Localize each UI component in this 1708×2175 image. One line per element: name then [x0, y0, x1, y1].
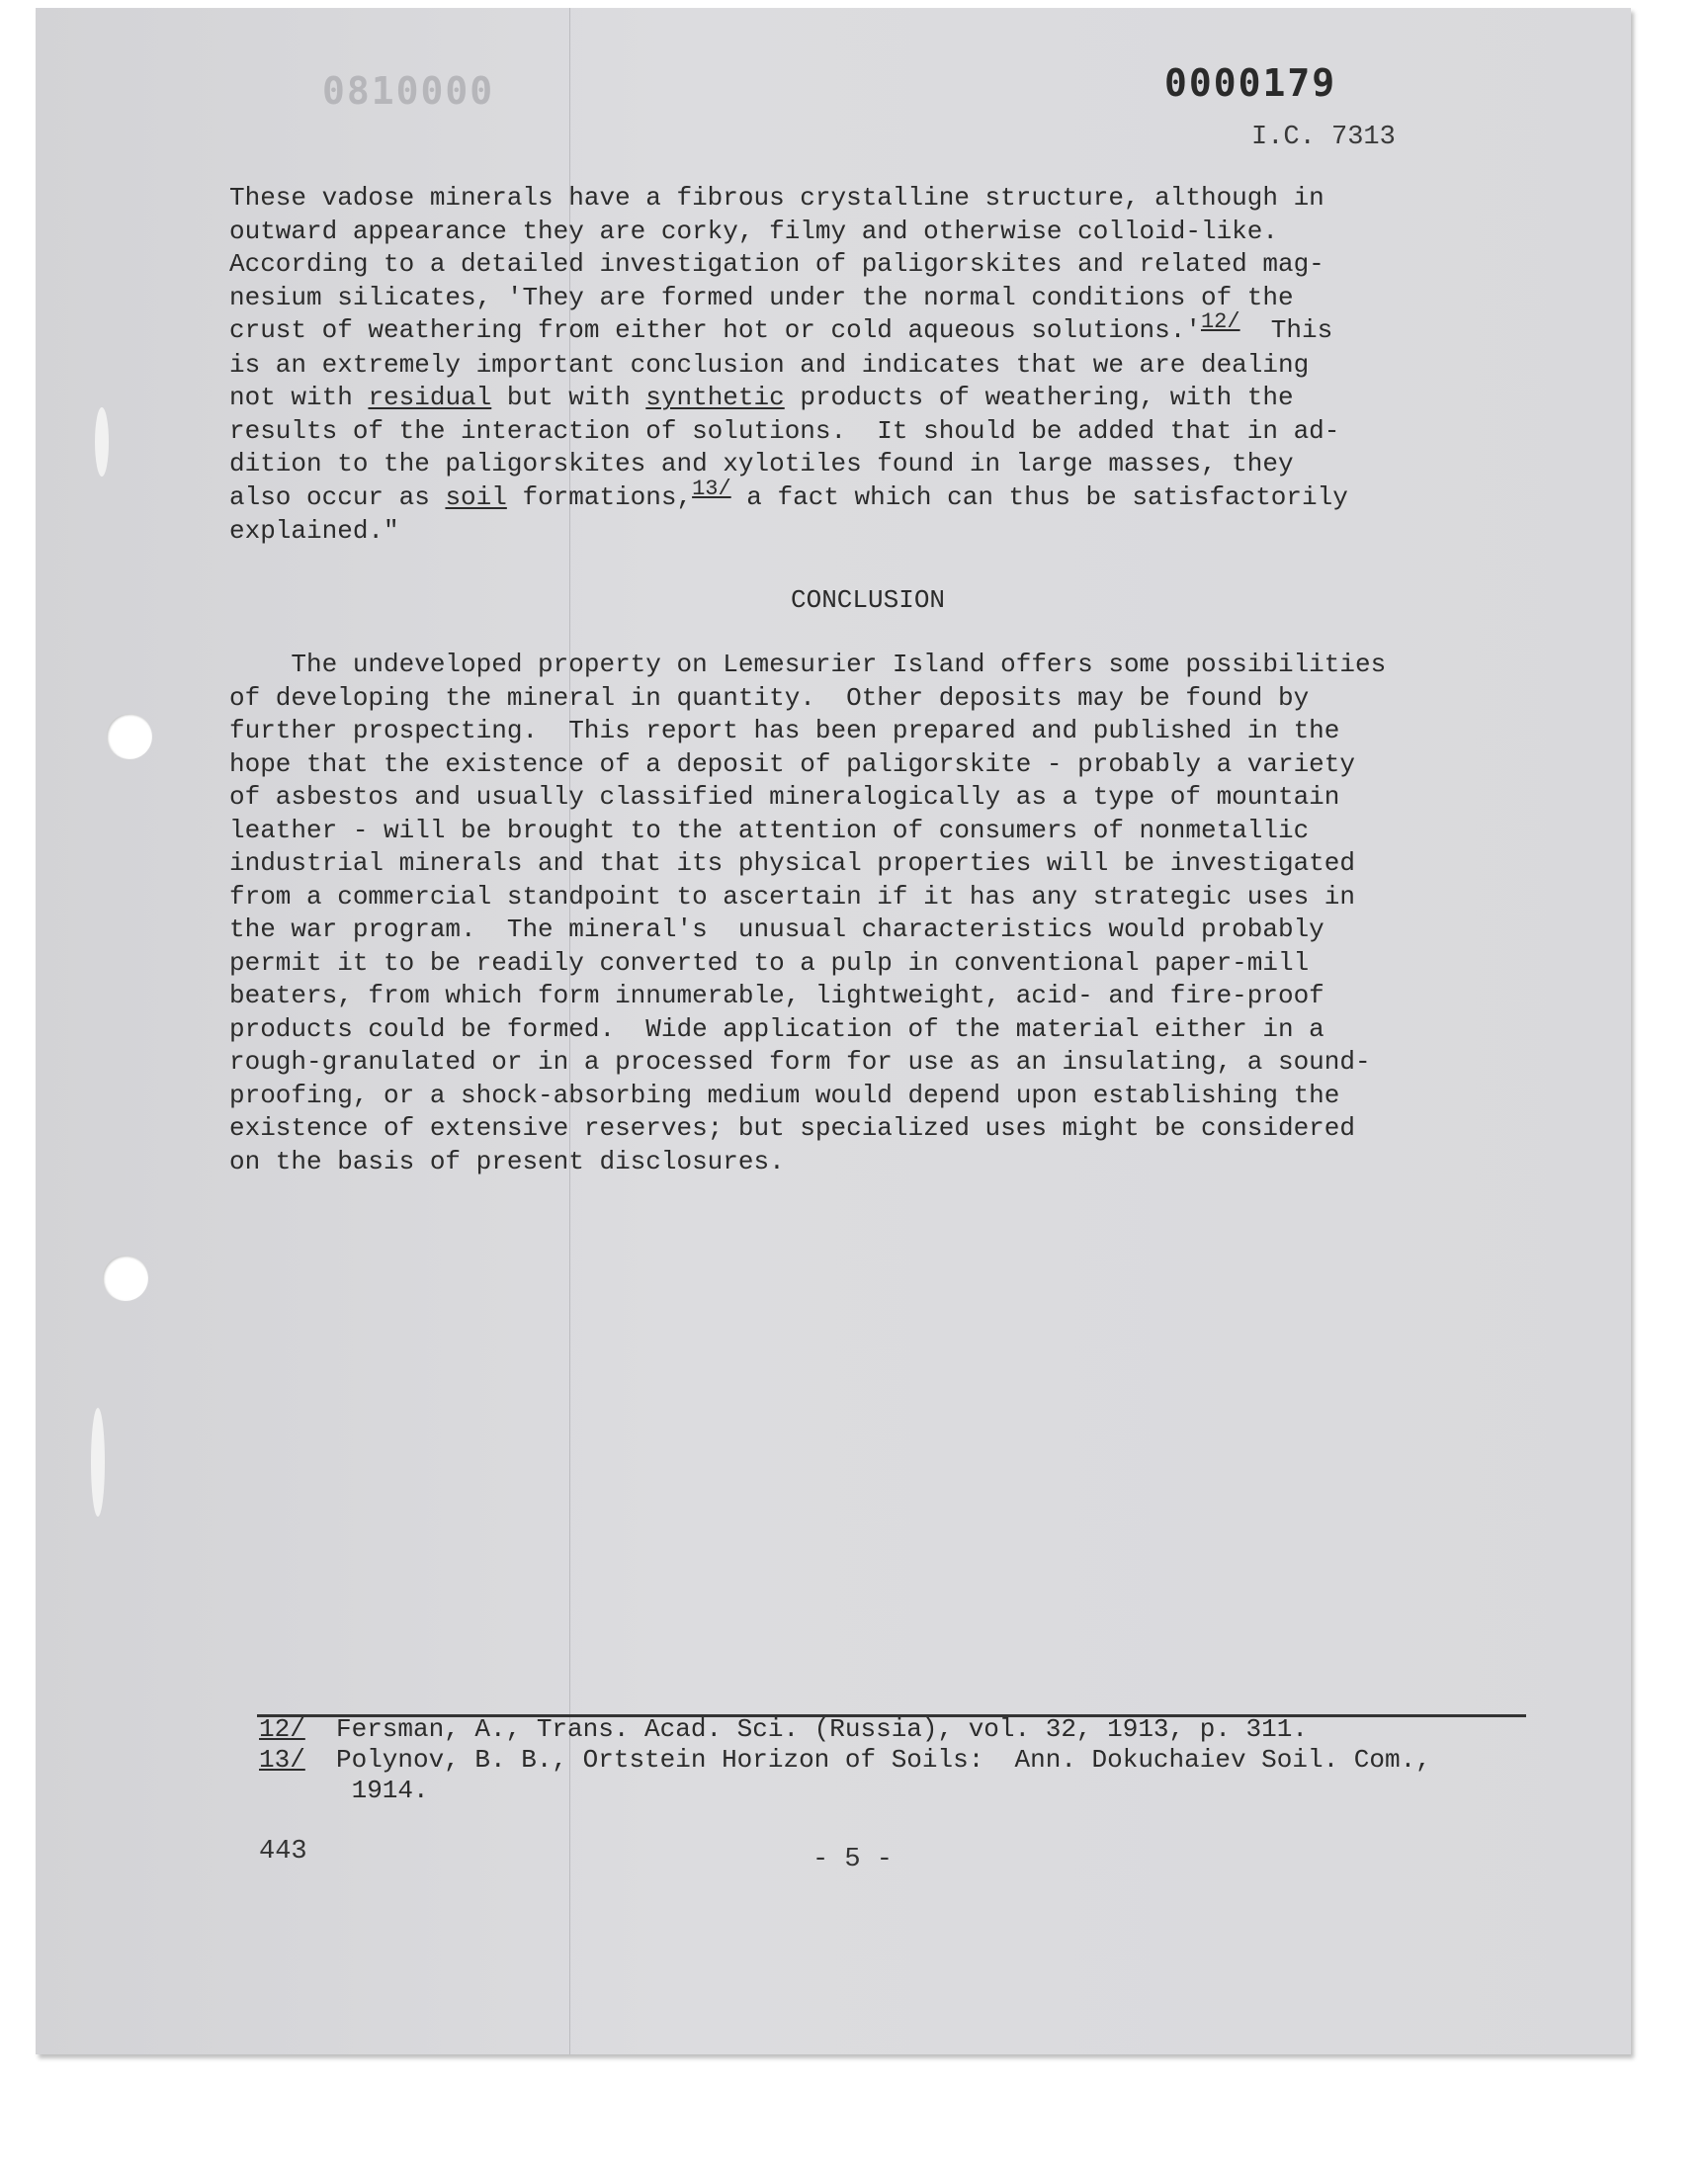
text-line: dition to the paligorskites and xylotiles found in large masses, they: [229, 449, 1294, 478]
quote-paragraph: [229, 182, 1534, 549]
underlined-word-soil: soil: [445, 481, 507, 512]
underlined-word-residual: residual: [368, 383, 492, 412]
section-heading: CONCLUSION: [791, 585, 946, 615]
text-fragment: not with: [229, 383, 369, 412]
text-line: explained.": [229, 516, 399, 546]
text-line: on the basis of present disclosures.: [229, 1146, 785, 1176]
text-line: the war program. The mineral's unusual characteristics would probably: [229, 914, 1324, 944]
footnote-ref-label: 12/: [1200, 309, 1240, 334]
text-line: further prospecting. This report has been prepared and published in the: [229, 716, 1340, 745]
underlined-word-synthetic: synthetic: [645, 383, 785, 412]
footnotes: [259, 1714, 1534, 1806]
footnote-text: Polynov, B. B., Ortstein Horizon of Soils: Ann. Dokuchaiev Soil. Com., 1914.: [336, 1745, 1431, 1805]
tear-mark-upper: [95, 407, 109, 477]
text-line: products could be formed. Wide application of the material either in a: [229, 1013, 1324, 1044]
text-line: is an extremely important conclusion and indicates that we are dealing: [229, 349, 1310, 380]
text-fragment: but with: [491, 383, 646, 412]
footnote-text: Fersman, A., Trans. Acad. Sci. (Russia), vol. 32, 1913, p. 311.: [336, 1714, 1308, 1744]
punch-hole-lower: [103, 1256, 148, 1301]
text-line: of asbestos and usually classified mineralogically as a type of mountain: [229, 782, 1340, 812]
text-line: existence of extensive reserves; but specialized uses might be considered: [229, 1113, 1355, 1143]
tear-mark-lower: [91, 1408, 105, 1517]
page-id-number: 0000179: [1164, 61, 1337, 105]
conclusion-paragraph: [229, 649, 1534, 1178]
text-line: hope that the existence of a deposit of paligorskite - probably a variety: [229, 748, 1355, 779]
text-line: industrial minerals and that its physical properties will be investigated: [229, 848, 1355, 878]
punch-hole-upper: [107, 714, 152, 759]
text-fragment: This: [1270, 315, 1333, 345]
text-line: of developing the mineral in quantity. Other deposits may be found by: [229, 682, 1310, 713]
footnote-ref-13[interactable]: [692, 477, 731, 501]
text-fragment: also occur as: [229, 481, 446, 512]
text-line: [229, 309, 1534, 349]
text-line: proofing, or a shock-absorbing medium would depend upon establishing the: [229, 1080, 1340, 1110]
text-fragment: a fact which can thus be satisfactorily: [730, 481, 1348, 512]
footnote-number: 13/: [259, 1745, 305, 1775]
text-line: [229, 382, 1534, 415]
document-number: 443: [259, 1837, 307, 1867]
page-number: - 5 -: [812, 1845, 894, 1874]
text-line: nesium silicates, 'They are formed under the normal conditions of the: [229, 282, 1294, 312]
text-fragment: formations,: [506, 481, 693, 512]
footnote-item: [259, 1714, 1534, 1745]
text-line: rough-granulated or in a processed form for use as an insulating, a sound-: [229, 1047, 1371, 1077]
text-line: The undeveloped property on Lemesurier Island offers some possibilities: [229, 650, 1387, 679]
footnote-ref-label: 13/: [692, 476, 731, 501]
text-line: results of the interaction of solutions. It should be added that in ad-: [229, 415, 1340, 446]
text-line: from a commercial standpoint to ascertain if it has any strategic uses in: [229, 881, 1355, 912]
footnote-ref-12[interactable]: [1201, 309, 1240, 334]
text-line: outward appearance they are corky, filmy and otherwise colloid-like.: [229, 216, 1278, 246]
text-fragment: products of weathering, with the: [784, 383, 1294, 412]
text-line: leather - will be brought to the attention of consumers of nonmetallic: [229, 815, 1310, 845]
text-line: beaters, from which form innumerable, lightweight, acid- and fire-proof: [229, 981, 1324, 1010]
text-line: [229, 476, 1534, 516]
report-id: I.C. 7313: [1251, 123, 1396, 152]
text-line: These vadose minerals have a fibrous crystalline structure, although in: [229, 183, 1324, 213]
footnote-item: [259, 1745, 1534, 1806]
text-line: According to a detailed investigation of paligorskites and related mag-: [229, 249, 1324, 279]
footnote-number: 12/: [259, 1714, 305, 1744]
text-fragment: crust of weathering from either hot or cold aqueous solutions.': [229, 315, 1201, 345]
faded-stamp-number: 0810000: [322, 69, 495, 113]
text-line: permit it to be readily converted to a pulp in conventional paper-mill: [229, 947, 1310, 978]
